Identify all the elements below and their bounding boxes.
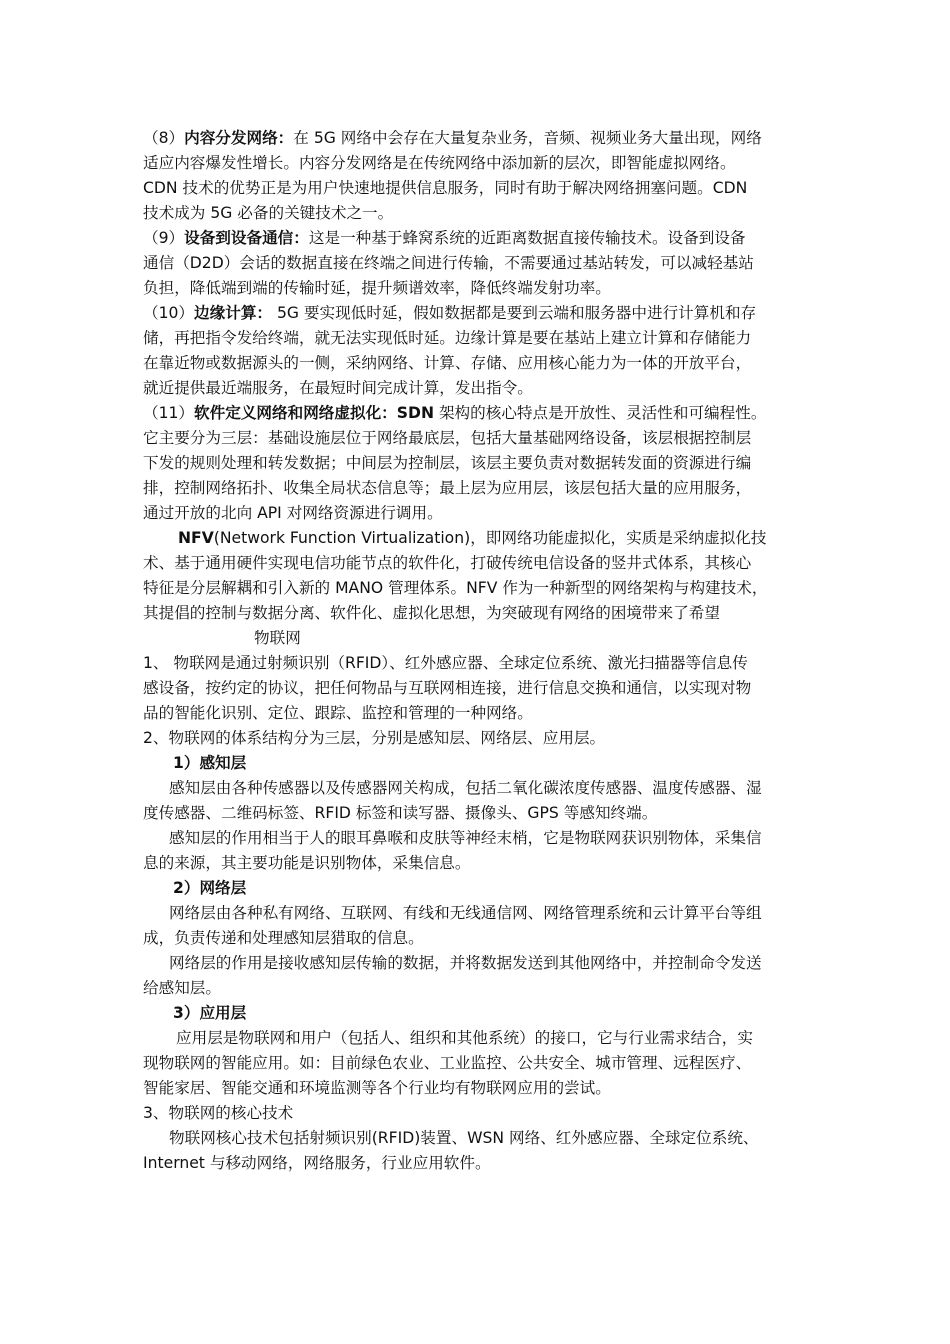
sec11-text: 架构的核心特点是开放性、灵活性和可编程性。 (434, 404, 767, 422)
nfv-line-3: 特征是分层解耦和引入新的 MANO 管理体系。NFV 作为一种新型的网络架构与构建技术， (143, 579, 768, 597)
nfv-term: NFV (178, 529, 214, 547)
sec10-text: 5G 要实现低时延，假如数据都是要到云端和服务器中进行计算机和存 (272, 304, 757, 322)
iot-title: 物联网 (254, 629, 301, 647)
perception-line-3: 感知层的作用相当于人的眼耳鼻喉和皮肤等神经末梢，它是物联网获识别物体，采集信 (169, 829, 762, 847)
sec9-term: 设备到设备通信： (184, 229, 309, 247)
sec10-line-2: 储，再把指令发给终端，就无法实现低时延。边缘计算是要在基站上建立计算和存储能力 (143, 329, 752, 347)
nfv-line-4: 其提倡的控制与数据分离、软件化、虚拟化思想，为突破现有网络的困境带来了希望 (143, 604, 720, 622)
core-tech-line-1: 物联网核心技术包括射频识别(RFID)装置、WSN 网络、红外感应器、全球定位系统、 (169, 1129, 759, 1147)
sec10-number: （10） (143, 304, 195, 322)
sec11-line-5: 通过开放的北向 API 对网络资源进行调用。 (143, 504, 443, 522)
iot-p3: 3、物联网的核心技术 (143, 1104, 294, 1122)
application-line-1: 应用层是物联网和用户（包括人、组织和其他系统）的接口，它与行业需求结合，实 (176, 1029, 753, 1047)
sec11-line-3: 下发的规则处理和转发数据；中间层为控制层，该层主要负责对数据转发面的资源进行编 (143, 454, 752, 472)
sec11-term: 软件定义网络和网络虚拟化： (194, 404, 397, 422)
network-line-3: 网络层的作用是接收感知层传输的数据，并将数据发送到其他网络中，并控制命令发送 (169, 954, 762, 972)
application-line-2: 现物联网的智能应用。如：目前绿色农业、工业监控、公共安全、城市管理、远程医疗、 (143, 1054, 752, 1072)
sec8-text: 在 5G 网络中会存在大量复杂业务，音频、视频业务大量出现，网络 (293, 129, 762, 147)
nfv-line-1 (178, 526, 823, 551)
iot-p2: 2、物联网的体系结构分为三层，分别是感知层、网络层、应用层。 (143, 729, 606, 747)
sec8-line-1 (143, 126, 823, 151)
sec11-sdn: SDN (396, 404, 434, 422)
perception-heading: 1）感知层 (173, 754, 247, 772)
sec11-number: （11） (143, 404, 195, 422)
network-line-1: 网络层由各种私有网络、互联网、有线和无线通信网、网络管理系统和云计算平台等组 (169, 904, 762, 922)
sec10-line-4: 就近提供最近端服务，在最短时间完成计算，发出指令。 (143, 379, 533, 397)
sec10-term: 边缘计算： (194, 304, 273, 322)
sec9-line-2: 通信（D2D）会话的数据直接在终端之间进行传输，不需要通过基站转发，可以减轻基站 (143, 254, 754, 272)
application-line-3: 智能家居、智能交通和环境监测等各个行业均有物联网应用的尝试。 (143, 1079, 611, 1097)
sec8-line-4: 技术成为 5G 必备的关键技术之一。 (143, 204, 394, 222)
nfv-line-2: 术、基于通用硬件实现电信功能节点的软件化，打破传统电信设备的竖井式体系，其核心 (143, 554, 752, 572)
iot-p1-line-1: 1、 物联网是通过射频识别（RFID）、红外感应器、全球定位系统、激光扫描器等信息传 (143, 654, 748, 672)
sec8-line-3: CDN 技术的优势正是为用户快速地提供信息服务，同时有助于解决网络拥塞问题。CDN (143, 179, 748, 197)
sec9-line-3: 负担，降低端到端的传输时延，提升频谱效率，降低终端发射功率。 (143, 279, 611, 297)
sec10-line-3: 在靠近物或数据源头的一侧，采纳网络、计算、存储、应用核心能力为一体的开放平台， (143, 354, 752, 372)
perception-line-2: 度传感器、二维码标签、RFID 标签和读写器、摄像头、GPS 等感知终端。 (143, 804, 658, 822)
iot-p1-line-2: 感设备，按约定的协议，把任何物品与互联网相连接，进行信息交换和通信，以实现对物 (143, 679, 752, 697)
application-heading: 3）应用层 (173, 1004, 247, 1022)
sec8-term: 内容分发网络： (184, 129, 294, 147)
perception-line-1: 感知层由各种传感器以及传感器网关构成，包括二氧化碳浓度传感器、温度传感器、湿 (169, 779, 762, 797)
sec9-line-1 (143, 226, 823, 251)
network-line-4: 给感知层。 (143, 979, 221, 997)
sec8-number: （8） (143, 129, 185, 147)
sec9-number: （9） (143, 229, 185, 247)
sec9-text: 这是一种基于蜂窝系统的近距离数据直接传输技术。设备到设备 (308, 229, 746, 247)
sec10-line-1 (143, 301, 823, 326)
network-heading: 2）网络层 (173, 879, 247, 897)
sec11-line-4: 排，控制网络拓扑、收集全局状态信息等；最上层为应用层，该层包括大量的应用服务， (143, 479, 752, 497)
core-tech-line-2: Internet 与移动网络，网络服务，行业应用软件。 (143, 1154, 491, 1172)
iot-p1-line-3: 品的智能化识别、定位、跟踪、监控和管理的一种网络。 (143, 704, 533, 722)
sec11-line-2: 它主要分为三层：基础设施层位于网络最底层，包括大量基础网络设备，该层根据控制层 (143, 429, 752, 447)
sec8-line-2: 适应内容爆发性增长。内容分发网络是在传统网络中添加新的层次，即智能虚拟网络。 (143, 154, 736, 172)
sec11-line-1 (143, 401, 823, 426)
nfv-text: (Network Function Virtualization)，即网络功能虚拟化，实质是采纳虚拟化技 (213, 529, 767, 547)
perception-line-4: 息的来源，其主要功能是识别物体，采集信息。 (143, 854, 471, 872)
network-line-2: 成，负责传递和处理感知层猎取的信息。 (143, 929, 424, 947)
